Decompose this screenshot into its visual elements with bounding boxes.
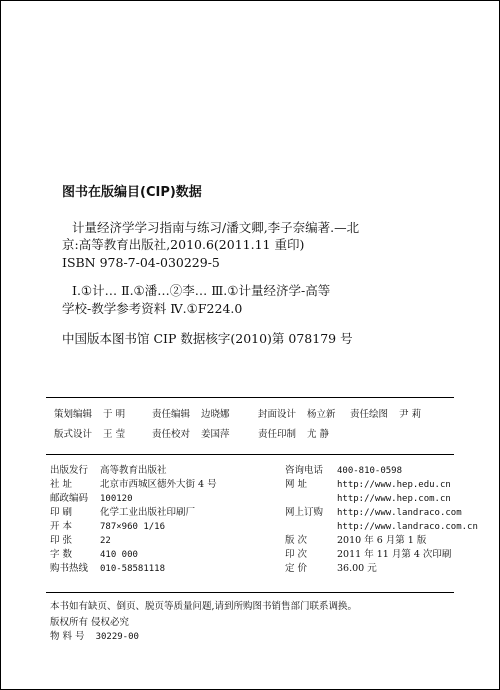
pub-row	[50, 534, 217, 548]
pub-label: 咨询电话	[285, 465, 324, 476]
pub-row	[285, 492, 478, 506]
credit-name: 王 莹	[103, 429, 126, 440]
copyright-notice: 版权所有 侵权必究	[50, 617, 130, 628]
quality-notice: 本书如有缺页、倒页、脱页等质量问题,请到所购图书销售部门联系调换。	[50, 601, 358, 612]
pub-row	[285, 548, 478, 562]
pub-label: 网上订购	[285, 507, 324, 518]
pub-label: 印 张	[50, 535, 73, 546]
pub-label: 印 次	[285, 549, 308, 560]
credit-label: 封面设计	[258, 409, 297, 420]
pub-info-right	[285, 464, 478, 576]
pub-value: 787×960 1/16	[100, 522, 166, 532]
pub-value: 010-58581118	[100, 564, 166, 574]
credit-name: 杨立新	[307, 409, 336, 420]
credit-responsible-editor	[152, 408, 230, 422]
pub-label: 字 数	[50, 549, 73, 560]
pub-row	[285, 562, 478, 576]
pub-row	[50, 562, 217, 576]
credit-name: 尹 莉	[399, 409, 422, 420]
pub-value: 400-810-0598	[337, 466, 403, 476]
pub-row	[50, 464, 217, 478]
credit-cover-design	[258, 408, 336, 422]
divider-middle	[46, 454, 454, 455]
pub-label: 购书热线	[50, 563, 89, 574]
pub-row	[285, 464, 478, 478]
credit-printing-manager	[258, 428, 329, 442]
online-order-link[interactable]: http://www.landraco.com.cn	[337, 522, 478, 532]
pub-value: 2011 年 11 月第 4 次印刷	[337, 549, 452, 560]
cip-number: 中国版本图书馆 CIP 数据核字(2010)第 078179 号	[62, 331, 353, 346]
credit-illustration	[350, 408, 421, 422]
material-label: 物 料 号	[50, 631, 85, 642]
pub-label: 网 址	[285, 479, 308, 490]
pub-value: 36.00 元	[337, 563, 377, 574]
credit-layout-design	[54, 428, 125, 442]
material-value: 30229-00	[95, 632, 139, 642]
pub-info-left	[50, 464, 217, 576]
pub-value: 22	[100, 536, 111, 546]
cip-entry-line-2: 京:高等教育出版社,2010.6(2011.11 重印)	[62, 237, 305, 252]
cip-entry-line-1: 计量经济学学习指南与练习/潘文卿,李子奈编著.—北	[72, 220, 360, 235]
credit-label: 责任编辑	[152, 409, 191, 420]
credit-label: 版式设计	[54, 429, 93, 440]
divider-bottom	[46, 592, 454, 593]
credit-label: 责任印制	[258, 429, 297, 440]
cip-isbn: ISBN 978-7-04-030229-5	[62, 255, 220, 270]
website-link[interactable]: http://www.hep.edu.cn	[337, 480, 451, 490]
credit-label: 策划编辑	[54, 409, 93, 420]
pub-label: 定 价	[285, 563, 308, 574]
classification-line-1: Ⅰ.①计… Ⅱ.①潘…②李… Ⅲ.①计量经济学-高等	[72, 283, 331, 298]
pub-label: 出版发行	[50, 465, 89, 476]
pub-value: 高等教育出版社	[100, 465, 167, 476]
credit-name: 姜国萍	[201, 429, 230, 440]
pub-label: 邮政编码	[50, 493, 89, 504]
pub-label: 开 本	[50, 521, 73, 532]
pub-label: 社 址	[50, 479, 73, 490]
pub-value: 北京市西城区德外大街 4 号	[100, 479, 217, 490]
website-link[interactable]: http://www.hep.com.cn	[337, 494, 451, 504]
pub-row	[50, 478, 217, 492]
credit-proofreader	[152, 428, 230, 442]
pub-row	[285, 478, 478, 492]
credit-name: 边晓娜	[201, 409, 230, 420]
credit-name: 于 明	[103, 409, 126, 420]
pub-value: 2010 年 6 月第 1 版	[337, 535, 427, 546]
credit-label: 责任校对	[152, 429, 191, 440]
cip-heading: 图书在版编目(CIP)数据	[62, 185, 202, 200]
online-order-link[interactable]: http://www.landraco.com	[337, 508, 462, 518]
pub-row	[285, 534, 478, 548]
pub-row	[50, 506, 217, 520]
pub-row	[285, 520, 478, 534]
divider-top	[46, 397, 454, 398]
pub-row	[50, 548, 217, 562]
pub-row	[50, 492, 217, 506]
pub-label: 印 刷	[50, 507, 73, 518]
material-number	[50, 630, 139, 644]
pub-label: 版 次	[285, 535, 308, 546]
pub-value: 化学工业出版社印刷厂	[100, 507, 196, 518]
credit-label: 责任绘图	[350, 409, 389, 420]
pub-value: 410 000	[100, 550, 138, 560]
pub-value: 100120	[100, 494, 133, 504]
classification-line-2: 学校-教学参考资料 Ⅳ.①F224.0	[62, 301, 243, 316]
credit-name: 尤 静	[307, 429, 330, 440]
pub-row	[50, 520, 217, 534]
credit-planning-editor	[54, 408, 125, 422]
pub-row	[285, 506, 478, 520]
